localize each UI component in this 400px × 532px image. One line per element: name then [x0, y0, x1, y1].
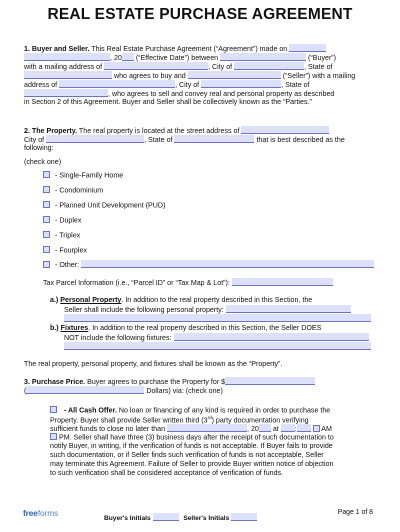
buyer-initials-label: Buyer's Initials — [104, 515, 151, 522]
seller-initials-field[interactable] — [231, 513, 257, 521]
section1-line7: in Section 2 of this Agreement. Buyer and Seller shall be collectively known as the “Parties.” — [24, 98, 312, 106]
all-cash-line2: Property. Buyer shall provide Seller written third (3rd) party documentation verifying — [50, 415, 309, 425]
buyer-state-field[interactable] — [24, 71, 112, 79]
purchase-price-words-field[interactable] — [26, 386, 144, 394]
page-number: Page 1 of 8 — [337, 509, 373, 516]
checkbox[interactable] — [43, 201, 50, 208]
all-cash-line3: sufficient funds to close no later than , 20 at : AM — [50, 425, 332, 433]
pm-checkbox[interactable] — [50, 433, 57, 440]
tax-parcel-line: Tax Parcel Information (i.e., “Parcel ID” or “Tax Map & Lot”): — [43, 278, 372, 288]
seller-city-field[interactable] — [201, 80, 281, 88]
section1-heading: 1. Buyer and Seller. — [24, 45, 90, 53]
agreement-date-field[interactable] — [289, 44, 326, 52]
option-fourplex[interactable]: - Fourplex — [43, 246, 87, 256]
checkbox[interactable] — [43, 171, 50, 178]
option-duplex[interactable]: - Duplex — [43, 216, 81, 226]
document-title: REAL ESTATE PURCHASE AGREEMENT — [47, 6, 353, 23]
all-cash-line6: such documentation, or if Seller finds such verification of funds is not acceptable, Seller — [50, 451, 324, 459]
section2-heading: 2. The Property. — [24, 127, 78, 135]
fixtures-field-2[interactable] — [64, 342, 371, 350]
section1-line4: who agrees to buy and (“Seller”) with a mailing — [24, 71, 372, 81]
funds-deadline-minute-field[interactable] — [297, 424, 311, 432]
personal-property-heading: Personal Property — [60, 296, 122, 304]
personal-property-line3 — [64, 314, 372, 324]
fixtures-line2: NOT include the following fixtures: — [64, 333, 372, 343]
funds-deadline-year-field[interactable] — [259, 424, 271, 432]
seller-address-field[interactable] — [59, 80, 175, 88]
funds-deadline-hour-field[interactable] — [281, 424, 295, 432]
all-cash-line4: PM. Seller shall have three (3) business days after the receipt of such documentation to — [50, 433, 372, 443]
property-state-field[interactable] — [174, 135, 254, 143]
property-street-address-field[interactable] — [241, 126, 329, 134]
all-cash-line8: to such verification shall be considered acceptance of verification of funds. — [50, 469, 284, 477]
section1-line3: with a mailing address of , City of , State of — [24, 63, 333, 71]
section1-line1: 1. Buyer and Seller. This Real Estate Purchase Agreement (“Agreement”) made on — [24, 44, 372, 54]
tax-parcel-field[interactable] — [232, 278, 333, 286]
personal-property-line2: Seller shall include the following personal property: — [64, 305, 372, 315]
checkbox[interactable] — [43, 246, 50, 253]
option-single-family[interactable]: - Single-Family Home — [43, 171, 123, 181]
checkbox[interactable] — [43, 186, 50, 193]
checkbox[interactable] — [43, 261, 50, 268]
purchase-price-field[interactable] — [225, 377, 315, 385]
personal-property-line1: a.) Personal Property. In addition to the real property described in this Section, the — [50, 296, 313, 304]
option-condominium[interactable]: - Condominium — [43, 186, 103, 196]
other-property-type-field[interactable] — [81, 260, 374, 268]
personal-property-field-2[interactable] — [64, 314, 371, 322]
section3-heading: 3. Purchase Price. — [24, 378, 86, 386]
all-cash-line7: may terminate this Agreement. Failure of Seller to provide Buyer written notice of objection — [50, 460, 334, 468]
buyer-name-field[interactable] — [220, 53, 306, 61]
seller-state-field[interactable] — [24, 89, 108, 97]
freeforms-logo: freeforms — [23, 508, 59, 518]
fixtures-field[interactable] — [174, 333, 369, 341]
section3-line2: ( Dollars) via: (check one) — [24, 387, 223, 395]
seller-name-field[interactable] — [188, 71, 281, 79]
section1-line2: , 20 (“Effective Date”) between (“Buyer”) — [24, 53, 372, 63]
buyer-initials-field[interactable] — [153, 513, 179, 521]
fixtures-line3 — [64, 342, 372, 352]
property-city-field[interactable] — [46, 135, 144, 143]
checkbox[interactable] — [43, 231, 50, 238]
section3-line1: 3. Purchase Price. Buyer agrees to purchase the Property for $ — [24, 377, 372, 387]
all-cash-line5: notify Buyer, in writing, if the verification of funds is not acceptable. If Buyer fails to provide — [50, 442, 333, 450]
option-other[interactable]: - Other: — [43, 260, 372, 270]
all-cash-heading: - All Cash Offer. — [62, 406, 117, 415]
seller-initials-label: Seller's Initials — [183, 515, 230, 522]
section2-line3: following: — [24, 144, 54, 152]
initials-line — [104, 513, 257, 524]
all-cash-line1: - All Cash Offer. No loan or financing of any kind is required in order to purchase the — [50, 406, 372, 416]
check-one-label: (check one) — [24, 158, 62, 166]
agreement-month-day-field[interactable] — [24, 53, 110, 61]
option-triplex[interactable]: - Triplex — [43, 231, 80, 241]
section2-line2: City of , State of that is best described as the — [24, 136, 345, 144]
property-summary: The real property, personal property, and fixtures shall be known as the “Property”. — [24, 360, 283, 368]
buyer-address-field[interactable] — [104, 62, 208, 70]
agreement-year-field[interactable] — [122, 53, 134, 61]
fixtures-heading: Fixtures — [60, 324, 89, 332]
option-pud[interactable]: - Planned Unit Development (PUD) — [43, 201, 165, 211]
personal-property-field[interactable] — [226, 305, 351, 313]
section1-line5: address of , City of , State of — [24, 81, 310, 89]
buyer-city-field[interactable] — [234, 62, 304, 70]
section1-line6: , who agrees to sell and convey real and personal property as described — [24, 89, 372, 99]
section2-line1: 2. The Property. The real property is located at the street address of — [24, 126, 372, 136]
fixtures-line1: b.) Fixtures. In addition to the real property described in this Section, the Seller DOES — [50, 324, 322, 332]
checkbox[interactable] — [43, 216, 50, 223]
am-checkbox[interactable] — [313, 425, 320, 432]
funds-deadline-date-field[interactable] — [167, 424, 247, 432]
all-cash-checkbox[interactable] — [50, 406, 57, 413]
